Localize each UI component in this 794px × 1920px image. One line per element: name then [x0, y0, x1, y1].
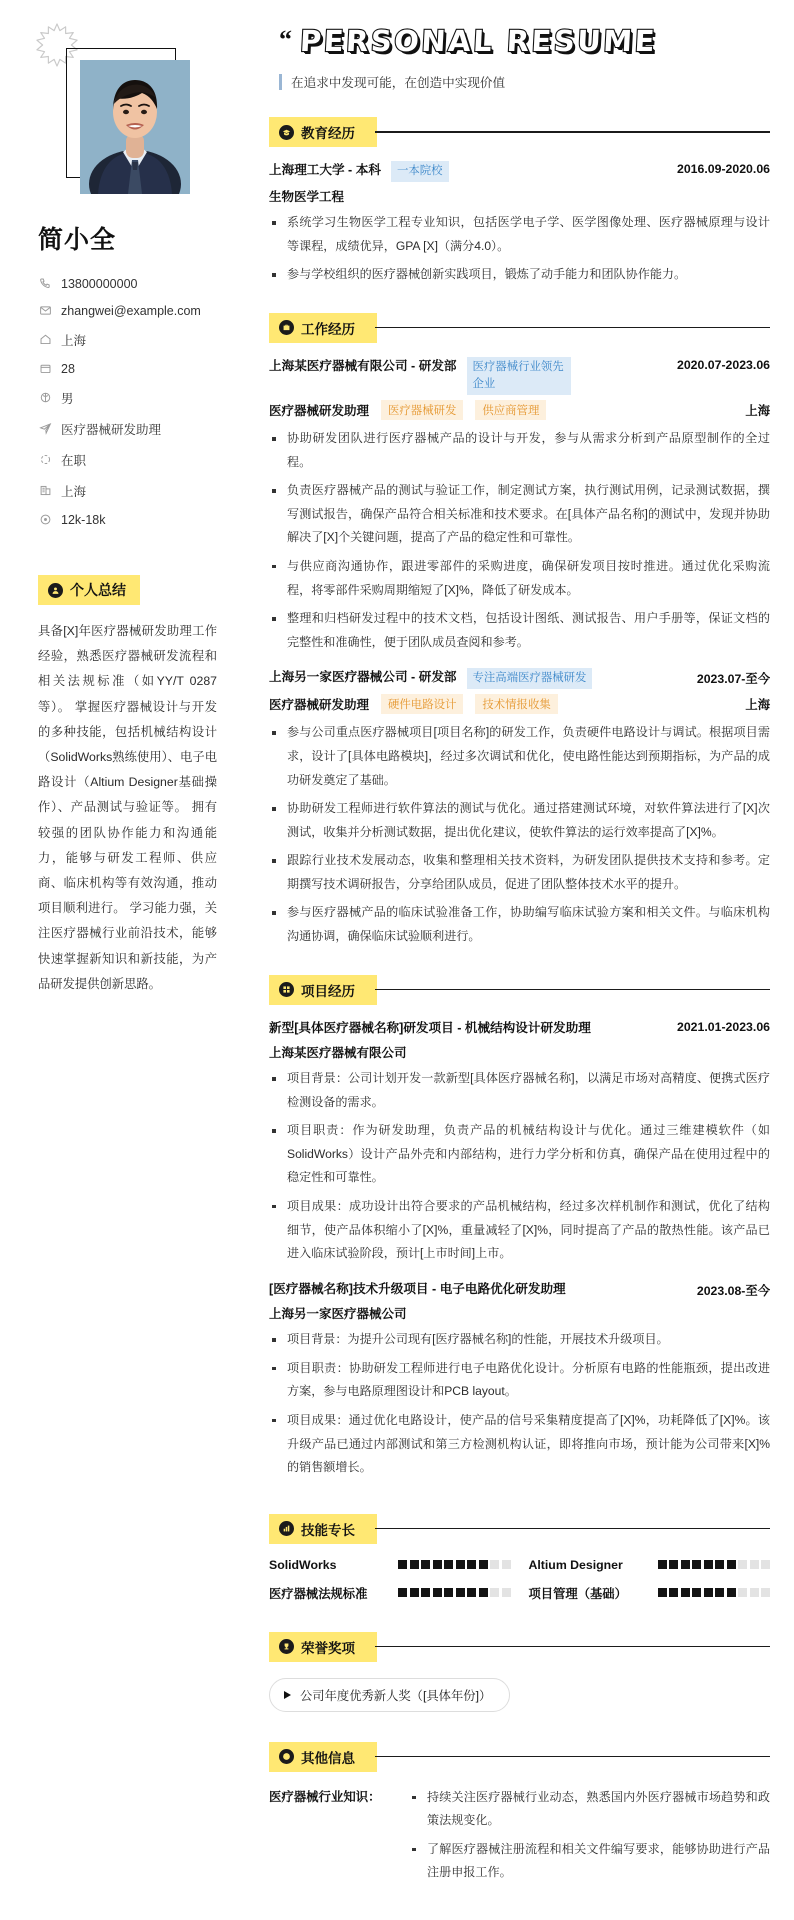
skill-row — [529, 1558, 771, 1572]
status-icon — [38, 453, 52, 467]
info-icon — [279, 1749, 294, 1764]
skill-square — [704, 1588, 713, 1597]
work-role-row — [269, 694, 770, 714]
skill-square — [502, 1560, 511, 1569]
work-skill-tag: 硬件电路设计 — [381, 694, 463, 714]
skill-square — [692, 1560, 701, 1569]
summary-title-label: 个人总结 — [70, 582, 126, 598]
education-org: 上海理工大学 - 本科 — [269, 163, 381, 177]
section-label: 项目经历 — [301, 983, 355, 999]
skill-square — [421, 1560, 430, 1569]
skill-row — [529, 1584, 771, 1602]
skill-level-bars — [398, 1588, 511, 1597]
education-major: 生物医学工程 — [269, 190, 345, 205]
skill-square — [704, 1560, 713, 1569]
skill-label: Altium Designer — [528, 1557, 623, 1572]
contact-phone — [38, 270, 231, 297]
section-header-projects — [269, 975, 770, 1005]
skill-square — [410, 1560, 419, 1569]
gender-icon — [38, 391, 52, 405]
contact-status — [38, 444, 231, 475]
skill-square — [456, 1588, 465, 1597]
list-item: 系统学习生物医学工程专业知识，包括医学电子学、医学图像处理、医疗器械原理与设计等课程，成绩优异，GPA [X]（满分4.0）。 — [269, 211, 770, 258]
section-chip-education — [269, 117, 377, 147]
contact-value: 医疗器械研发助理 — [61, 422, 162, 437]
section-rule — [375, 1646, 770, 1647]
skill-square — [738, 1560, 747, 1569]
skill-square — [669, 1588, 678, 1597]
work-role-row — [269, 400, 770, 420]
skill-square — [727, 1588, 736, 1597]
section-rule — [375, 989, 770, 990]
document-title — [279, 24, 770, 58]
skill-square — [444, 1588, 453, 1597]
skill-square — [727, 1560, 736, 1569]
list-item: 参与公司重点医疗器械项目[项目名称]的研发工作，负责硬件电路设计与调试。根据项目需求，设计了[具体电路模块]，经过多次调试和优化，使电路性能达到预期指标，为产品的成功研发奠定了基础。 — [269, 721, 770, 792]
coin-icon — [38, 513, 52, 527]
section-header-skills — [269, 1514, 770, 1544]
section-chip-awards — [269, 1632, 377, 1662]
skill-level-bars — [658, 1560, 771, 1569]
skill-square — [479, 1560, 488, 1569]
contact-city — [38, 324, 231, 355]
work-skill-tag: 医疗器械研发 — [381, 400, 463, 420]
work-entry — [269, 668, 770, 948]
list-item: 项目背景：为提升公司现有[医疗器械名称]的性能，开展技术升级项目。 — [269, 1328, 770, 1352]
skill-square — [467, 1560, 476, 1569]
section-header-awards — [269, 1632, 770, 1662]
contact-gender — [38, 382, 231, 413]
work-company-tag: 医疗器械行业领先企业 — [467, 357, 571, 395]
list-item: 参与医疗器械产品的临床试验准备工作，协助编写临床试验方案和相关文件。与临床机构沟通协调，确保临床试验顺利进行。 — [269, 901, 770, 948]
section-label: 荣誉奖项 — [301, 1640, 355, 1656]
skill-square — [658, 1560, 667, 1569]
skill-square — [398, 1560, 407, 1569]
summary-section-title — [38, 575, 140, 605]
home-icon — [38, 333, 52, 347]
page-title: 简小全 — [38, 226, 117, 254]
grid-icon — [279, 982, 294, 997]
profile-photo-block — [58, 38, 198, 206]
skill-square — [750, 1560, 759, 1569]
section-chip-skills — [269, 1514, 377, 1544]
project-name: [医疗器械名称]技术升级项目 - 电子电路优化研发助理 — [269, 1281, 566, 1296]
skill-label: 医疗器械法规标准 — [269, 1586, 368, 1601]
list-item: 跟踪行业技术发展动态，收集和整理相关技术资料，为研发团队提供技术支持和参考。定期撰写技术调研报告，分享给团队成员，促进了团队整体技术水平的提升。 — [269, 849, 770, 896]
contact-list — [24, 270, 231, 533]
skill-square — [669, 1560, 678, 1569]
section-header-work — [269, 313, 770, 343]
skill-square — [410, 1588, 419, 1597]
list-item: 协助研发团队进行医疗器械产品的设计与开发，参与从需求分析到产品原型制作的全过程。 — [269, 427, 770, 474]
calendar-icon — [38, 362, 52, 376]
project-date: 2023.08-至今 — [696, 1283, 770, 1298]
list-item: 协助研发工程师进行软件算法的测试与优化。通过搭建测试环境，对软件算法进行了[X]次测试，收集并分析测试数据，提出优化建议，使软件算法的运行效率提高了[X]%。 — [269, 797, 770, 844]
contact-position — [38, 413, 231, 444]
section-label: 技能专长 — [301, 1522, 355, 1538]
paper-plane-icon — [38, 422, 52, 436]
tagline-accent-bar — [279, 74, 282, 90]
list-item: 项目成果：成功设计出符合要求的产品机械结构，经过多次样机制作和测试，优化了结构细节，使产品体积缩小了[X]%，重量减轻了[X]%，同时提高了产品的散热性能。该产品已进入临床试验阶段，预计[上市时间]上市。 — [269, 1195, 770, 1266]
section-rule — [375, 131, 770, 132]
section-label: 其他信息 — [301, 1750, 355, 1766]
contact-salary — [38, 506, 231, 533]
skill-level-bars — [658, 1588, 771, 1597]
list-item: 与供应商沟通协作，跟进零部件的采购进度，确保研发项目按时推进。通过优化采购流程，将零部件采购周期缩短了[X]%，降低了研发成本。 — [269, 555, 770, 602]
contact-value: 上海 — [61, 484, 87, 499]
contact-age — [38, 355, 231, 382]
skill-square — [398, 1588, 407, 1597]
contact-value: 在职 — [61, 453, 87, 468]
skill-square — [681, 1560, 690, 1569]
skill-square — [433, 1588, 442, 1597]
contact-value: 12k-18k — [61, 512, 106, 527]
list-item: 项目背景：公司计划开发一款新型[具体医疗器械名称]，以满足市场对高精度、便携式医疗检测设备的需求。 — [269, 1067, 770, 1114]
skill-square — [456, 1560, 465, 1569]
skill-square — [692, 1588, 701, 1597]
briefcase-icon — [279, 320, 294, 335]
education-bullets — [269, 211, 770, 287]
graduation-cap-icon — [279, 125, 294, 140]
skill-square — [681, 1588, 690, 1597]
project-bullets — [269, 1328, 770, 1479]
mail-icon — [38, 304, 52, 318]
project-entry — [269, 1280, 770, 1480]
section-header-education — [269, 117, 770, 147]
quote-icon: “ — [279, 25, 292, 54]
work-role: 医疗器械研发助理 — [269, 698, 370, 713]
tagline — [279, 72, 770, 91]
entry-header — [269, 161, 770, 182]
contact-email — [38, 297, 231, 324]
skill-square — [715, 1588, 724, 1597]
skill-label: SolidWorks — [269, 1557, 337, 1572]
skill-level-bars — [398, 1560, 511, 1569]
work-org: 上海某医疗器械有限公司 - 研发部 — [269, 358, 457, 373]
person-badge-icon — [48, 583, 63, 598]
list-item: 项目成果：通过优化电路设计，使产品的信号采集精度提高了[X]%，功耗降低了[X]%。该升级产品已通过内部测试和第三方检测机构认证，即将推向市场，预计能为公司带来[X]%的销售额增长。 — [269, 1409, 770, 1480]
avatar — [80, 60, 190, 194]
section-chip-projects — [269, 975, 377, 1005]
contact-value: 上海 — [61, 333, 87, 348]
project-company: 上海另一家医疗器械公司 — [269, 1307, 407, 1322]
education-entry — [269, 161, 770, 287]
trophy-icon — [279, 1639, 294, 1654]
skill-square — [715, 1560, 724, 1569]
summary-text: 具备[X]年医疗器械研发助理工作经验，熟悉医疗器械研发流程和相关法规标准（如YY/T 0287等）。 掌握医疗器械设计与开发的多种技能，包括机械结构设计（SolidWorks熟练使用）、电子电路设计（Altium Designer基础操作）、产品测试与验证等。 拥有较强的团队协作能力和沟通能力，能够与研发工程师、供应商、临床机构等有效沟通，推动项目顺利进行。 学习能力强，关注医疗器械行业前沿技术，能够快速掌握新知识和新技能，为产品研发提供创新思路。 — [38, 624, 217, 991]
work-skill-tag: 技术情报收集 — [475, 694, 557, 714]
sidebar — [0, 0, 255, 1920]
bar-chart-icon — [279, 1521, 294, 1536]
entry-header — [269, 668, 770, 689]
skill-square — [738, 1588, 747, 1597]
skill-square — [658, 1588, 667, 1597]
award-item — [269, 1678, 510, 1712]
phone-icon — [38, 277, 52, 291]
building-icon — [38, 484, 52, 498]
work-role: 医疗器械研发助理 — [269, 404, 370, 419]
other-bullets — [409, 1786, 770, 1885]
work-bullets — [269, 427, 770, 654]
skill-square — [750, 1588, 759, 1597]
section-header-other — [269, 1742, 770, 1772]
skills-chart — [269, 1558, 770, 1602]
work-entry — [269, 357, 770, 654]
section-chip-work — [269, 313, 377, 343]
section-rule — [375, 1528, 770, 1529]
work-location: 上海 — [745, 404, 770, 419]
skill-square — [444, 1560, 453, 1569]
entry-header — [269, 357, 770, 395]
contact-value: zhangwei@example.com — [61, 303, 201, 318]
skill-square — [490, 1588, 499, 1597]
list-item: 参与学校组织的医疗器械创新实践项目，锻炼了动手能力和团队协作能力。 — [269, 263, 770, 287]
skill-square — [421, 1588, 430, 1597]
section-rule — [375, 1756, 770, 1757]
list-item: 项目职责：作为研发助理，负责产品的机械结构设计与优化。通过三维建模软件（如SolidWorks）设计产品外壳和内部结构，进行力学分析和仿真，确保产品在使用过程中的稳定性和可靠性。 — [269, 1119, 770, 1190]
section-label: 工作经历 — [301, 321, 355, 337]
skill-square — [490, 1560, 499, 1569]
contact-workplace — [38, 475, 231, 506]
project-name: 新型[具体医疗器械名称]研发项目 - 机械结构设计研发助理 — [269, 1020, 591, 1035]
project-bullets — [269, 1067, 770, 1266]
section-label: 教育经历 — [301, 126, 355, 141]
education-date: 2016.09-2020.06 — [677, 162, 770, 176]
contact-value: 男 — [61, 391, 74, 406]
entry-header — [269, 1019, 770, 1039]
skill-label: 项目管理（基础） — [528, 1586, 627, 1601]
section-rule — [375, 327, 770, 328]
project-company: 上海某医疗器械有限公司 — [269, 1046, 407, 1061]
skill-square — [433, 1560, 442, 1569]
work-skill-tag: 供应商管理 — [475, 400, 546, 420]
project-entry — [269, 1019, 770, 1266]
skill-square — [467, 1588, 476, 1597]
contact-value: 28 — [61, 361, 75, 376]
skill-square — [479, 1588, 488, 1597]
skill-square — [502, 1588, 511, 1597]
work-org: 上海另一家医疗器械公司 - 研发部 — [269, 670, 457, 685]
list-item: 了解医疗器械注册流程和相关文件编写要求，能够协助进行产品注册申报工作。 — [409, 1838, 770, 1885]
contact-value: 13800000000 — [61, 276, 138, 291]
list-item: 整理和归档研发过程中的技术文档，包括设计图纸、测试报告、用户手册等，保证文档的完整性和准确性，便于团队成员查阅和参考。 — [269, 607, 770, 654]
award-label: 公司年度优秀新人奖（[具体年份]） — [300, 1688, 492, 1703]
work-date: 2020.07-2023.06 — [677, 357, 770, 372]
skill-row — [269, 1584, 511, 1602]
list-item: 项目职责：协助研发工程师进行电子电路优化设计。分析原有电路的性能瓶颈，提出改进方案，参与电路原理图设计和PCB layout。 — [269, 1357, 770, 1404]
skill-row — [269, 1558, 511, 1572]
resume-title: PERSONAL RESUME — [299, 24, 658, 58]
work-company-tag: 专注高端医疗器械研发 — [467, 668, 593, 689]
education-tag: 一本院校 — [391, 161, 449, 182]
list-item: 持续关注医疗器械行业动态，熟悉国内外医疗器械市场趋势和政策法规变化。 — [409, 1786, 770, 1833]
other-info-label: 医疗器械行业知识： — [269, 1789, 381, 1804]
work-location: 上海 — [745, 698, 770, 713]
tagline-text: 在追求中发现可能，在创造中实现价值 — [291, 76, 506, 90]
section-chip-other — [269, 1742, 377, 1772]
work-bullets — [269, 721, 770, 948]
skill-square — [761, 1560, 770, 1569]
project-date: 2021.01-2023.06 — [677, 1019, 770, 1034]
entry-header — [269, 1280, 770, 1300]
other-info-body — [409, 1786, 770, 1890]
main-content — [255, 0, 794, 1920]
work-date: 2023.07-至今 — [696, 672, 770, 687]
play-triangle-icon — [284, 1691, 291, 1699]
other-info-row — [269, 1786, 770, 1890]
skill-square — [761, 1588, 770, 1597]
list-item: 负责医疗器械产品的测试与验证工作，制定测试方案，执行测试用例，记录测试数据，撰写测试报告，确保产品符合相关标准和技术要求。在[具体产品名称]的测试中，发现并协助解决了[X]个关键问题，提高了产品的稳定性和可靠性。 — [269, 479, 770, 550]
